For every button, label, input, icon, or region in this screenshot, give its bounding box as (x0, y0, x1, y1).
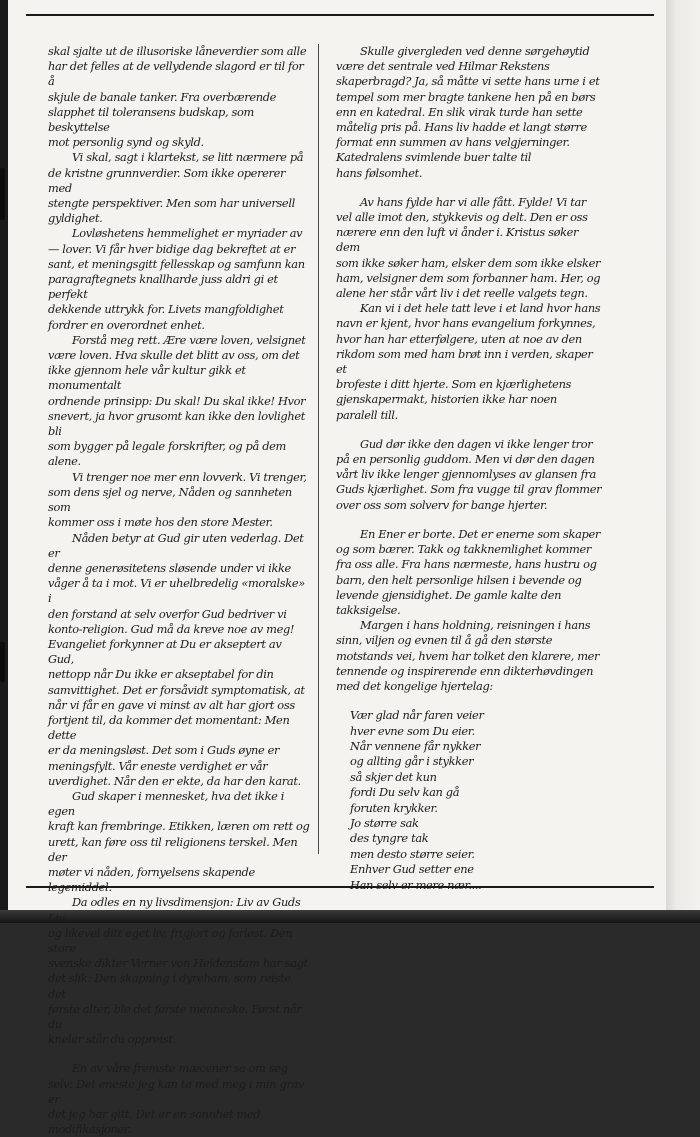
paragraph: Da odles en ny livsdimensjon: Liv av Guds Liv, og likevel ditt eget liv, frigjort og forløst. Den store svenske dikter Verner von Heidenstam har sagt det slik: Den skapning i dyreham, som reiste det første alter, ble det første menneske. Først når du kneler står du oppreist. (48, 895, 308, 1047)
binding-hole-mark (0, 642, 5, 682)
scan-right-edge (666, 0, 700, 923)
paragraph: Gud skaper i mennesket, hva det ikke i egen kraft kan frembringe. Etikken, læren om rett og urett, kan føre oss til religionens terskel. Men der møter vi nåden, fornyelsens skapende legemiddel. (48, 788, 310, 895)
paragraph: Kan vi i det hele tatt leve i et land hvor hans navn er kjent, hvor hans evangelium forkynnes, hvor han har etterfølgere, uten at noe av den rikdom som med ham brøt inn i verden, skaper et brofeste i ditt hjerte. Som en kjærlighetens gjenskapermakt, historien ikke har noen paralell till. (336, 301, 601, 422)
paragraph: skal sjalte ut de illusoriske låneverdier som alle har det felles at de vellydende slagord er til for å skjule de banale tanker. Fra overbærende slapphet til toleransens budskap, som beskyttelse mot personlig synd og skyld. (48, 44, 307, 150)
paragraph: Margen i hans holdning, reisningen i hans sinn, viljen og evnen til å gå den største motstands vei, hvem har tolket den klarere, mer tennende og inspirerende enn dikterhøvdingen med det kongelige hjertelag: (336, 618, 600, 693)
paragraph: Vi skal, sagt i klartekst, se litt nærmere på de kristne grunnverdier. Som ikke opererer med stengte perspektiver. Men som har universell gyldighet. (48, 150, 304, 226)
paragraph: En av våre fremste mæcener sa om seg selv: Det eneste jeg kan ta med meg i min grav er det jeg har gitt. Det er en sannhet med modifikasjoner. (48, 1061, 305, 1137)
right-column (336, 44, 604, 893)
paragraph: En Ener er borte. Det er enerne som skaper og som bærer. Takk og takknemlighet kommer fra oss alle. Fra hans nærmeste, hans hustru og barn, den helt personlige hilsen i bevende og levende gjensidighet. De gamle kalte den takksigelse. (336, 526, 600, 617)
column-divider (318, 44, 319, 854)
paragraph: Av hans fylde har vi alle fått. Fylde! Vi tar vel alle imot den, stykkevis og delt. Den er oss nærere enn den luft vi ånder i. Kristus søker dem som ikke søker ham, elsker dem som ikke elsker ham, velsigner dem som forbanner ham. Her, og alene her står vårt liv i det reelle valgets tegn. (336, 194, 601, 301)
paragraph: Lovløshetens hemmelighet er myriader av — lover. Vi får hver bidige dag bekreftet at er sant, et meningsgitt fellesskap og samfunn kan paragraftegnets knallharde juss aldri gi et perfekt dekkende uttrykk for. Livets mangfoldighet fordrer en overordnet enhet. (48, 226, 305, 332)
top-rule (26, 14, 654, 16)
paragraph: Forstå meg rett. Ære være loven, velsignet være loven. Hva skulle det blitt av oss, om det ikke gjennom hele vår kultur gikk et monumentalt ordnende prinsipp: Du skal! Du skal ikke! Hvor snevert, ja hvor grusomt kan ikke den lovlighet bli som bygger på legale forskrifter, og på dem alene. (48, 332, 306, 469)
paragraph: Gud dør ikke den dagen vi ikke lenger tror på en personlig guddom. Men vi dør den dagen vårt liv ikke lenger gjennomlyses av glansen fra Guds kjærlighet. Som fra vugge til grav flommer over oss som solverv for bange hjerter. (336, 436, 602, 512)
binding-hole-mark (0, 168, 5, 220)
paragraph: Skulle givergleden ved denne sørgehøytid være det sentrale ved Hilmar Rekstens skaperbragd? Ja, så måtte vi sette hans urne i et tempel som mer bragte tankene hen på en børs enn en katedral. En slik virak turde han sette måtelig pris på. Hans liv hadde et langt større format enn summen av hans velgjerninger. Katedralens svimlende buer talte til hans følsomhet. (336, 44, 600, 180)
left-column (48, 44, 310, 1137)
paragraph: Nåden betyr at Gud gir uten vederlag. Det er denne generøsitetens sløsende under vi ikke våger å ta i mot. Vi er uhelbredelig «moralske» i den forstand at selv overfor Gud bedriver vi konto-religion. Gud må da kreve noe av meg! Evangeliet forkynner at Du er akseptert av Gud, nettopp når Du ikke er akseptabel for din samvittighet. Det er forsåvidt symptomatisk, at når vi får en gave vi minst av alt har gjort oss fortjent til, da kommer det momentant: Men dette er da meningsløst. Det som i Guds øyne er meningsfylt. Vår eneste verdighet er vår uverdighet. Når den er ekte, da har den karat. (48, 530, 305, 788)
scan-left-edge (0, 0, 8, 923)
paragraph: Vi trenger noe mer enn lovverk. Vi trenger, som dens sjel og nerve, Nåden og sannheten som kommer oss i møte hos den store Mester. (48, 469, 307, 530)
poem: Vær glad når faren veier hver evne som Du eier. Når vennene får nykker og allting går i stykker så skjer det kun fordi Du selv kan gå foruten krykker. Jo større sak des tyngre tak men desto større seier. Enhver Gud setter ene Han selv er mere nær.... (350, 708, 484, 892)
